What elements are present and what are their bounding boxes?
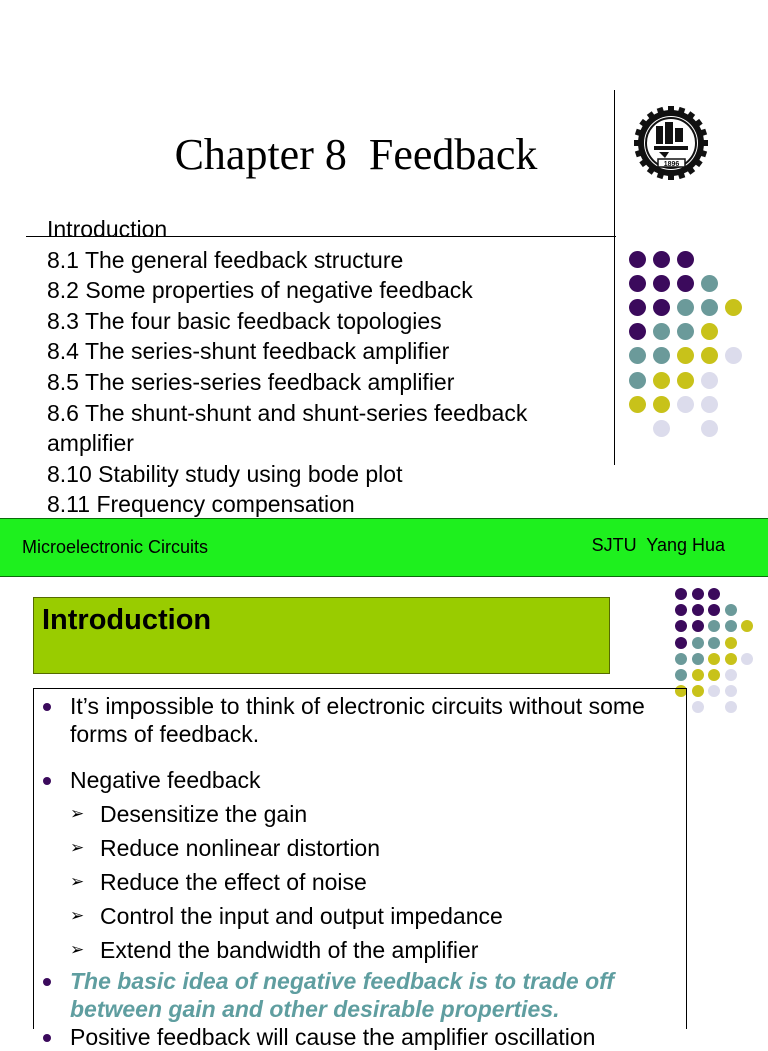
- decor-dot: [692, 588, 704, 600]
- author-credit: SJTU Yang Hua: [591, 535, 725, 555]
- sub-bullet-item: [70, 936, 670, 964]
- decor-dot: [692, 637, 704, 649]
- arrowhead-icon: ➢: [70, 838, 85, 857]
- decor-dot: [653, 323, 670, 340]
- toc-item: 8.11 Frequency compensation: [47, 491, 355, 518]
- decor-dot: [741, 653, 753, 665]
- decor-dot: [653, 275, 670, 292]
- decor-dot: [629, 347, 646, 364]
- arrowhead-icon: ➢: [70, 804, 85, 823]
- decor-dot: [701, 372, 718, 389]
- decor-dot: [677, 396, 694, 413]
- decor-dot: [708, 637, 720, 649]
- decor-dot: [653, 396, 670, 413]
- decor-dot: [701, 420, 718, 437]
- arrowhead-icon: ➢: [70, 940, 85, 959]
- decor-dot: [708, 620, 720, 632]
- svg-text:1896: 1896: [663, 161, 680, 168]
- decor-dot: [629, 275, 646, 292]
- sub-bullet-item: [70, 800, 670, 828]
- bullet-text: It’s impossible to think of electronic circuits without some forms of feedback.: [70, 693, 645, 747]
- vertical-rule: [614, 90, 615, 465]
- table-of-contents: [47, 214, 607, 520]
- decor-dot: [708, 685, 720, 697]
- university-seal-logo: [632, 104, 710, 182]
- bullet-dot-icon: [43, 777, 51, 785]
- decor-dot: [675, 588, 687, 600]
- toc-item: 8.10 Stability study using bode plot: [47, 460, 403, 487]
- bullet-item: [70, 766, 676, 794]
- decor-dot: [701, 396, 718, 413]
- decor-dot: [725, 604, 737, 616]
- decor-dot: [677, 299, 694, 316]
- decor-dot: [629, 299, 646, 316]
- decor-dot: [692, 604, 704, 616]
- decor-dot: [629, 396, 646, 413]
- toc-item: 8.2 Some properties of negative feedback: [47, 277, 473, 304]
- arrowhead-icon: ➢: [70, 906, 85, 925]
- decor-dot: [708, 653, 720, 665]
- bullet-text: Control the input and output impedance: [100, 903, 503, 929]
- toc-item: 8.4 The series-shunt feedback amplifier: [47, 338, 450, 365]
- decor-dot: [692, 701, 704, 713]
- decor-dot: [701, 323, 718, 340]
- decor-dot: [675, 620, 687, 632]
- toc-item: Introduction: [47, 216, 168, 242]
- decor-dot: [629, 323, 646, 340]
- decor-dot: [653, 299, 670, 316]
- bullet-text: The basic idea of negative feedback is to trade off between gain and other desirable properties.: [70, 968, 615, 1022]
- sub-bullet-item: [70, 902, 670, 930]
- bullet-text: Extend the bandwidth of the amplifier: [100, 937, 479, 963]
- arrowhead-icon: ➢: [70, 872, 85, 891]
- decor-dot: [701, 299, 718, 316]
- course-name: Microelectronic Circuits: [22, 537, 209, 557]
- decor-dot: [725, 637, 737, 649]
- decor-dot: [675, 669, 687, 681]
- decor-dot: [725, 299, 742, 316]
- decor-dot: [725, 669, 737, 681]
- decor-dot: [725, 620, 737, 632]
- decor-dot: [692, 685, 704, 697]
- bullet-text: Desensitize the gain: [100, 801, 308, 827]
- decor-dot: [629, 372, 646, 389]
- toc-item: 8.3 The four basic feedback topologies: [47, 307, 442, 334]
- decor-dot: [725, 701, 737, 713]
- decor-dot: [675, 637, 687, 649]
- decor-dot: [629, 251, 646, 268]
- decor-dot: [653, 372, 670, 389]
- content-box: [33, 688, 687, 1050]
- decor-dot: [741, 620, 753, 632]
- decor-dot: [653, 420, 670, 437]
- footer-bar: [0, 518, 768, 577]
- toc-item: 8.1 The general feedback structure: [47, 246, 404, 273]
- section-heading: Introduction: [42, 604, 212, 636]
- decor-dot: [675, 653, 687, 665]
- decor-dot: [675, 604, 687, 616]
- bullet-text: Negative feedback: [70, 767, 261, 793]
- decor-dot: [708, 588, 720, 600]
- decor-dot: [701, 347, 718, 364]
- decor-dot: [677, 323, 694, 340]
- bullet-text: Reduce nonlinear distortion: [100, 835, 381, 861]
- bullet-dot-icon: [43, 1034, 51, 1042]
- sub-bullet-item: [70, 868, 670, 896]
- decor-dot: [725, 653, 737, 665]
- decor-dot: [653, 347, 670, 364]
- sub-bullet-item: [70, 834, 670, 862]
- bullet-dot-icon: [43, 978, 51, 986]
- decor-dot: [725, 685, 737, 697]
- decor-dot: [692, 653, 704, 665]
- section-heading-box: [33, 597, 610, 674]
- decor-dot: [677, 251, 694, 268]
- decor-dot: [692, 669, 704, 681]
- bullet-dot-icon: [43, 703, 51, 711]
- bullet-item: [70, 1023, 676, 1051]
- toc-item: 8.6 The shunt-shunt and shunt-series feedback amplifier: [47, 399, 528, 457]
- decor-dot: [701, 275, 718, 292]
- decor-dot: [692, 620, 704, 632]
- bullet-item: [70, 967, 676, 1023]
- bullet-item: [70, 692, 676, 748]
- decor-dot: [725, 347, 742, 364]
- decor-dot: [708, 669, 720, 681]
- decor-dot: [653, 251, 670, 268]
- bullet-text: Reduce the effect of noise: [100, 869, 367, 895]
- bullet-text: Positive feedback will cause the amplifier oscillation: [70, 1024, 596, 1050]
- decor-dot: [677, 347, 694, 364]
- decor-dot: [708, 604, 720, 616]
- toc-item: 8.5 The series-series feedback amplifier: [47, 368, 455, 395]
- decor-dot: [677, 372, 694, 389]
- slide-title: Chapter 8 Feedback: [174, 130, 538, 179]
- decor-dot: [677, 275, 694, 292]
